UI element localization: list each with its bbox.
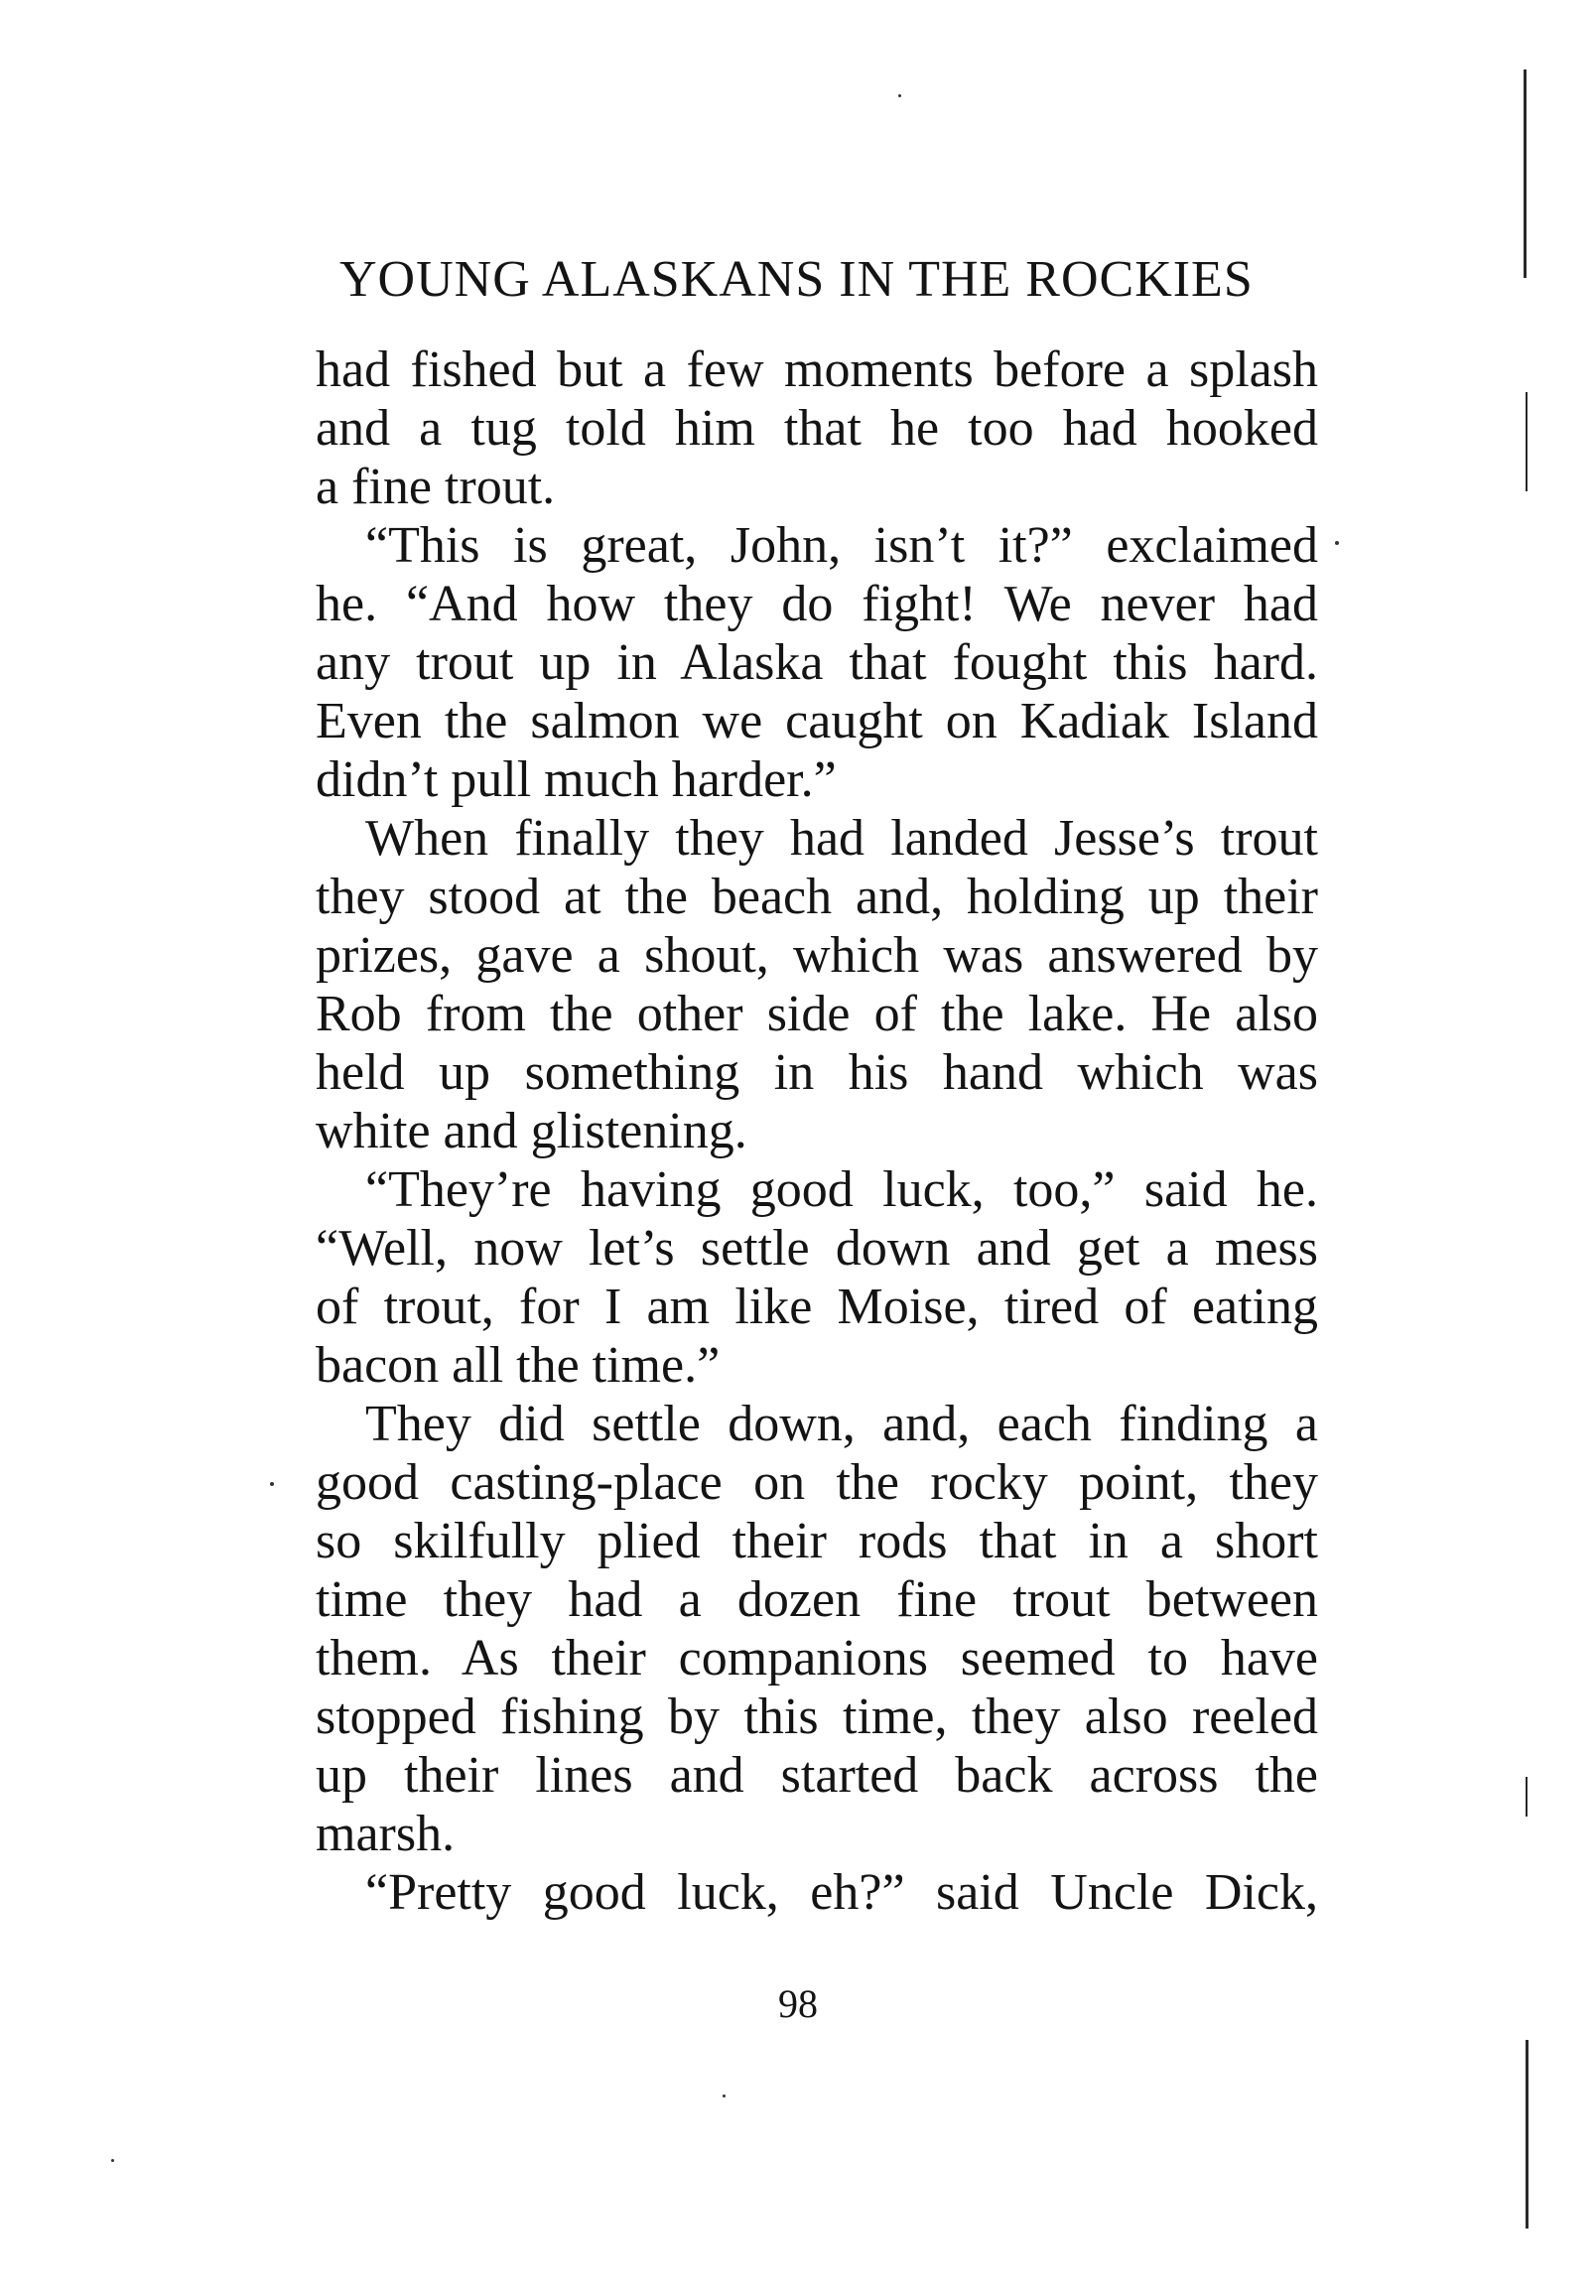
- text-line: They did settle down, and, each finding a: [365, 1396, 1318, 1452]
- text-line: marsh.: [316, 1806, 456, 1862]
- text-line: good casting-place on the rocky point, they: [316, 1454, 1318, 1511]
- text-line: prizes, gave a shout, which was answered by: [316, 927, 1318, 984]
- text-line: them. As their companions seemed to have: [316, 1630, 1318, 1687]
- scan-speck: [723, 2094, 726, 2097]
- text-line: Even the salmon we caught on Kadiak Island: [316, 693, 1318, 749]
- text-line: white and glistening.: [316, 1103, 747, 1159]
- text-line: When finally they had landed Jesse’s trout: [365, 810, 1318, 867]
- text-line: Rob from the other side of the lake. He also: [316, 986, 1318, 1042]
- text-line: didn’t pull much harder.”: [316, 751, 837, 808]
- scan-speck: [111, 2159, 114, 2162]
- scan-edge-mark: [1526, 392, 1528, 491]
- text-line: time they had a dozen fine trout between: [316, 1571, 1318, 1628]
- text-line: a fine trout.: [316, 459, 556, 515]
- running-head: YOUNG ALASKANS IN THE ROCKIES: [339, 251, 1254, 308]
- scan-speck: [270, 1482, 274, 1486]
- text-line: held up something in his hand which was: [316, 1044, 1318, 1101]
- text-line: had fished but a few moments before a splash: [316, 341, 1318, 398]
- text-line: they stood at the beach and, holding up their: [316, 869, 1318, 925]
- text-line: “This is great, John, isn’t it?” exclaimed: [365, 517, 1318, 574]
- scan-speck: [1335, 541, 1339, 545]
- text-line: “Well, now let’s settle down and get a mess: [316, 1220, 1318, 1277]
- text-line: so skilfully plied their rods that in a short: [316, 1513, 1318, 1569]
- text-line: stopped fishing by this time, they also reeled: [316, 1688, 1318, 1745]
- scan-edge-mark: [1526, 2040, 1529, 2228]
- text-line: any trout up in Alaska that fought this hard.: [316, 634, 1318, 691]
- scan-edge-mark: [1524, 69, 1527, 278]
- scan-edge-mark: [1526, 1777, 1528, 1817]
- text-line: “They’re having good luck, too,” said he.: [365, 1161, 1318, 1218]
- text-line: “Pretty good luck, eh?” said Uncle Dick,: [365, 1864, 1318, 1921]
- scan-speck: [898, 94, 901, 97]
- body-text: [316, 340, 1318, 1922]
- text-line: up their lines and started back across the: [316, 1747, 1318, 1804]
- text-line: bacon all the time.”: [316, 1337, 721, 1394]
- text-line: and a tug told him that he too had hooked: [316, 400, 1318, 457]
- text-line: of trout, for I am like Moise, tired of eating: [316, 1279, 1318, 1335]
- text-line: he. “And how they do fight! We never had: [316, 576, 1318, 632]
- page-number: 98: [778, 1981, 818, 2026]
